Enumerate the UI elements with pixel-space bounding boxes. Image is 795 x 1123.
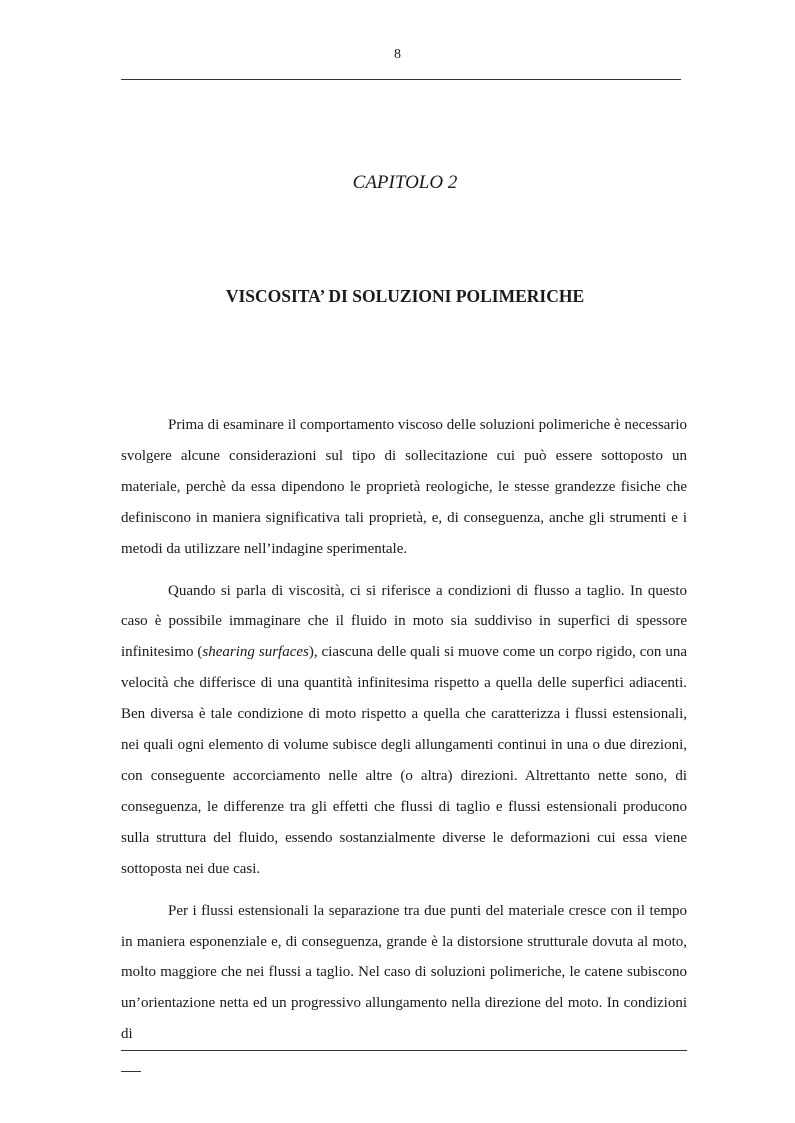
header-divider [121,79,681,80]
paragraph-2-text-end: ), ciascuna delle quali si muove come un corpo rigido, con una velocità che differisce di una quantità infinitesima rispetto a quella delle superfici adiacenti. Ben diversa è tale condizione di moto rispetto a quella che caratterizza i flussi estensionali, nei quali ogni elemento di volume subisce degli allungamenti continui in una o due direzioni, con conseguente accorciamento nelle altre (o altra) direzioni. Altrettanto nette sono, di conseguenza, le differenze tra gli effetti che flussi di taglio e flussi estensionali producono sulla struttura del fluido, essendo sostanzialmente diverse le deformazioni cui essa viene sottoposta nei due casi. [121,644,687,877]
footer-divider [121,1050,687,1051]
body-text [121,410,687,1061]
paragraph-1: Prima di esaminare il comportamento viscoso delle soluzioni polimeriche è necessario svolgere alcune considerazioni sul tipo di sollecitazione cui può essere sottoposto un materiale, perchè da essa dipendono le proprietà reologiche, le stesse grandezze fisiche che definiscono in maniera significativa tali proprietà, e, di conseguenza, anche gli strumenti e i metodi da utilizzare nell’indagine sperimentale. [121,417,687,557]
paragraph-3: Per i flussi estensionali la separazione tra due punti del materiale cresce con il tempo in maniera esponenziale e, di conseguenza, grande è la distorsione strutturale dovuta al moto, molto maggiore che nei flussi a taglio. Nel caso di soluzioni polimeriche, le catene subiscono un’orientazione netta ed un progressivo allungamento nella direzione del moto. In condizioni di [121,902,687,1043]
chapter-title: VISCOSITA’ DI SOLUZIONI POLIMERICHE [225,286,585,306]
page-number: 8 [394,47,401,62]
footer-divider-stub [121,1071,141,1072]
paragraph-2-italic-term: shearing surfaces [202,644,309,661]
chapter-label: CAPITOLO 2 [352,172,458,193]
paragraph-2-text-start: Quando si parla di viscosità, ci si riferisce a condizioni di flusso a taglio. In questo caso è possibile immaginare che il fluido in moto sia suddiviso in superfici di spessore infinitesimo ( [121,582,687,661]
paragraph-2 [121,576,687,885]
